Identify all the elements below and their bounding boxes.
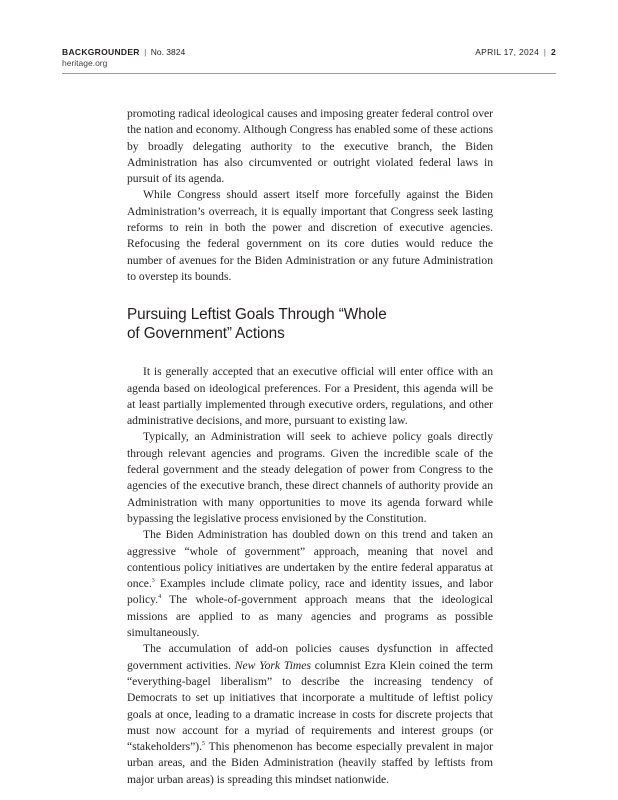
- header-left: [62, 47, 185, 69]
- publication-number: No. 3824: [150, 47, 186, 57]
- footnote-ref-5[interactable]: 5: [202, 741, 206, 748]
- header-divider: [62, 73, 556, 74]
- paragraph-text: The Biden Administration has doubled down on this trend and taken an aggressive “whole of government” approach, meaning that novel and contentious policy initiatives are undertaken by the entire federal apparatus at once.: [127, 528, 493, 591]
- paragraph-text: columnist Ezra Klein coined the term “everything-bagel liberalism” to describe the increasing tendency of Democrats to set up initiatives that incorporate a multitude of leftist policy goals at once, leading to a dramatic increase in costs for discrete projects that must now account for a myriad of requirements and interest groups (or “stakeholders”).: [127, 658, 493, 754]
- paragraph: While Congress should assert itself more forcefully against the Biden Administration’s overreach, it is equally important that Congress seek lasting reforms to rein in both the power and discretion of executive agencies. Refocusing the federal government on its core duties would reduce the number of avenues for the Biden Administration or any future Administration to overstep its bounds.: [127, 188, 493, 283]
- paragraph-text: The whole-of-government approach means that the ideological missions are applied to as many agencies and programs as possible simultaneously.: [127, 593, 493, 640]
- paragraph-text: The accumulation of add-on policies causes dysfunction in affected government activities.: [127, 642, 493, 672]
- paragraph: Typically, an Administration will seek to achieve policy goals directly through relevant agencies and programs. Given the incredible scale of the federal government and the steady delegation of power from Congress to the agencies of the executive branch, these direct channels of authority provide an Administration with many opportunities to move its agenda forward while bypassing the legislative process envisioned by the Constitution.: [127, 430, 493, 525]
- paragraph-text: This phenomenon has become especially prevalent in major urban areas, and the Biden Administration (heavily staffed by leftists from major urban areas) is spreading this mindset nationwide.: [127, 740, 493, 786]
- paragraph: [127, 527, 493, 641]
- section-heading-line: of Government” Actions: [127, 325, 285, 343]
- footnote-ref-4[interactable]: 4: [158, 594, 162, 601]
- article-body: [127, 106, 493, 788]
- paragraph: promoting radical ideological causes and imposing greater federal control over the nation and economy. Although Congress has enabled some of these actions by broadly delegating authority to the executive branch, the Biden Administration has also circumvented or outright violated federal laws in pursuit of its agenda.: [127, 107, 493, 186]
- publication-name: BACKGROUNDER: [62, 47, 140, 57]
- publication-title: New York Times: [234, 658, 311, 672]
- header-separator: |: [144, 47, 147, 57]
- paragraph-text: Examples include climate policy, race and identity issues, and labor policy.: [127, 577, 493, 607]
- paragraph: It is generally accepted that an executive official will enter office with an agenda based on ideological preferences. For a President, this agenda will be at least partially implemented through executive orders, regulations, and other administrative decisions, and more, pursuant to existing law.: [127, 365, 493, 428]
- header-right: [475, 47, 556, 58]
- footnote-ref-3[interactable]: 3: [151, 578, 155, 585]
- section-heading: [127, 305, 493, 343]
- section-heading-line: Pursuing Leftist Goals Through “Whole: [127, 306, 387, 324]
- header-separator-right: |: [543, 47, 547, 57]
- paragraph: [127, 641, 493, 788]
- site-url[interactable]: heritage.org: [62, 58, 108, 68]
- publication-date: APRIL 17, 2024: [475, 47, 540, 57]
- page-number: 2: [550, 47, 556, 57]
